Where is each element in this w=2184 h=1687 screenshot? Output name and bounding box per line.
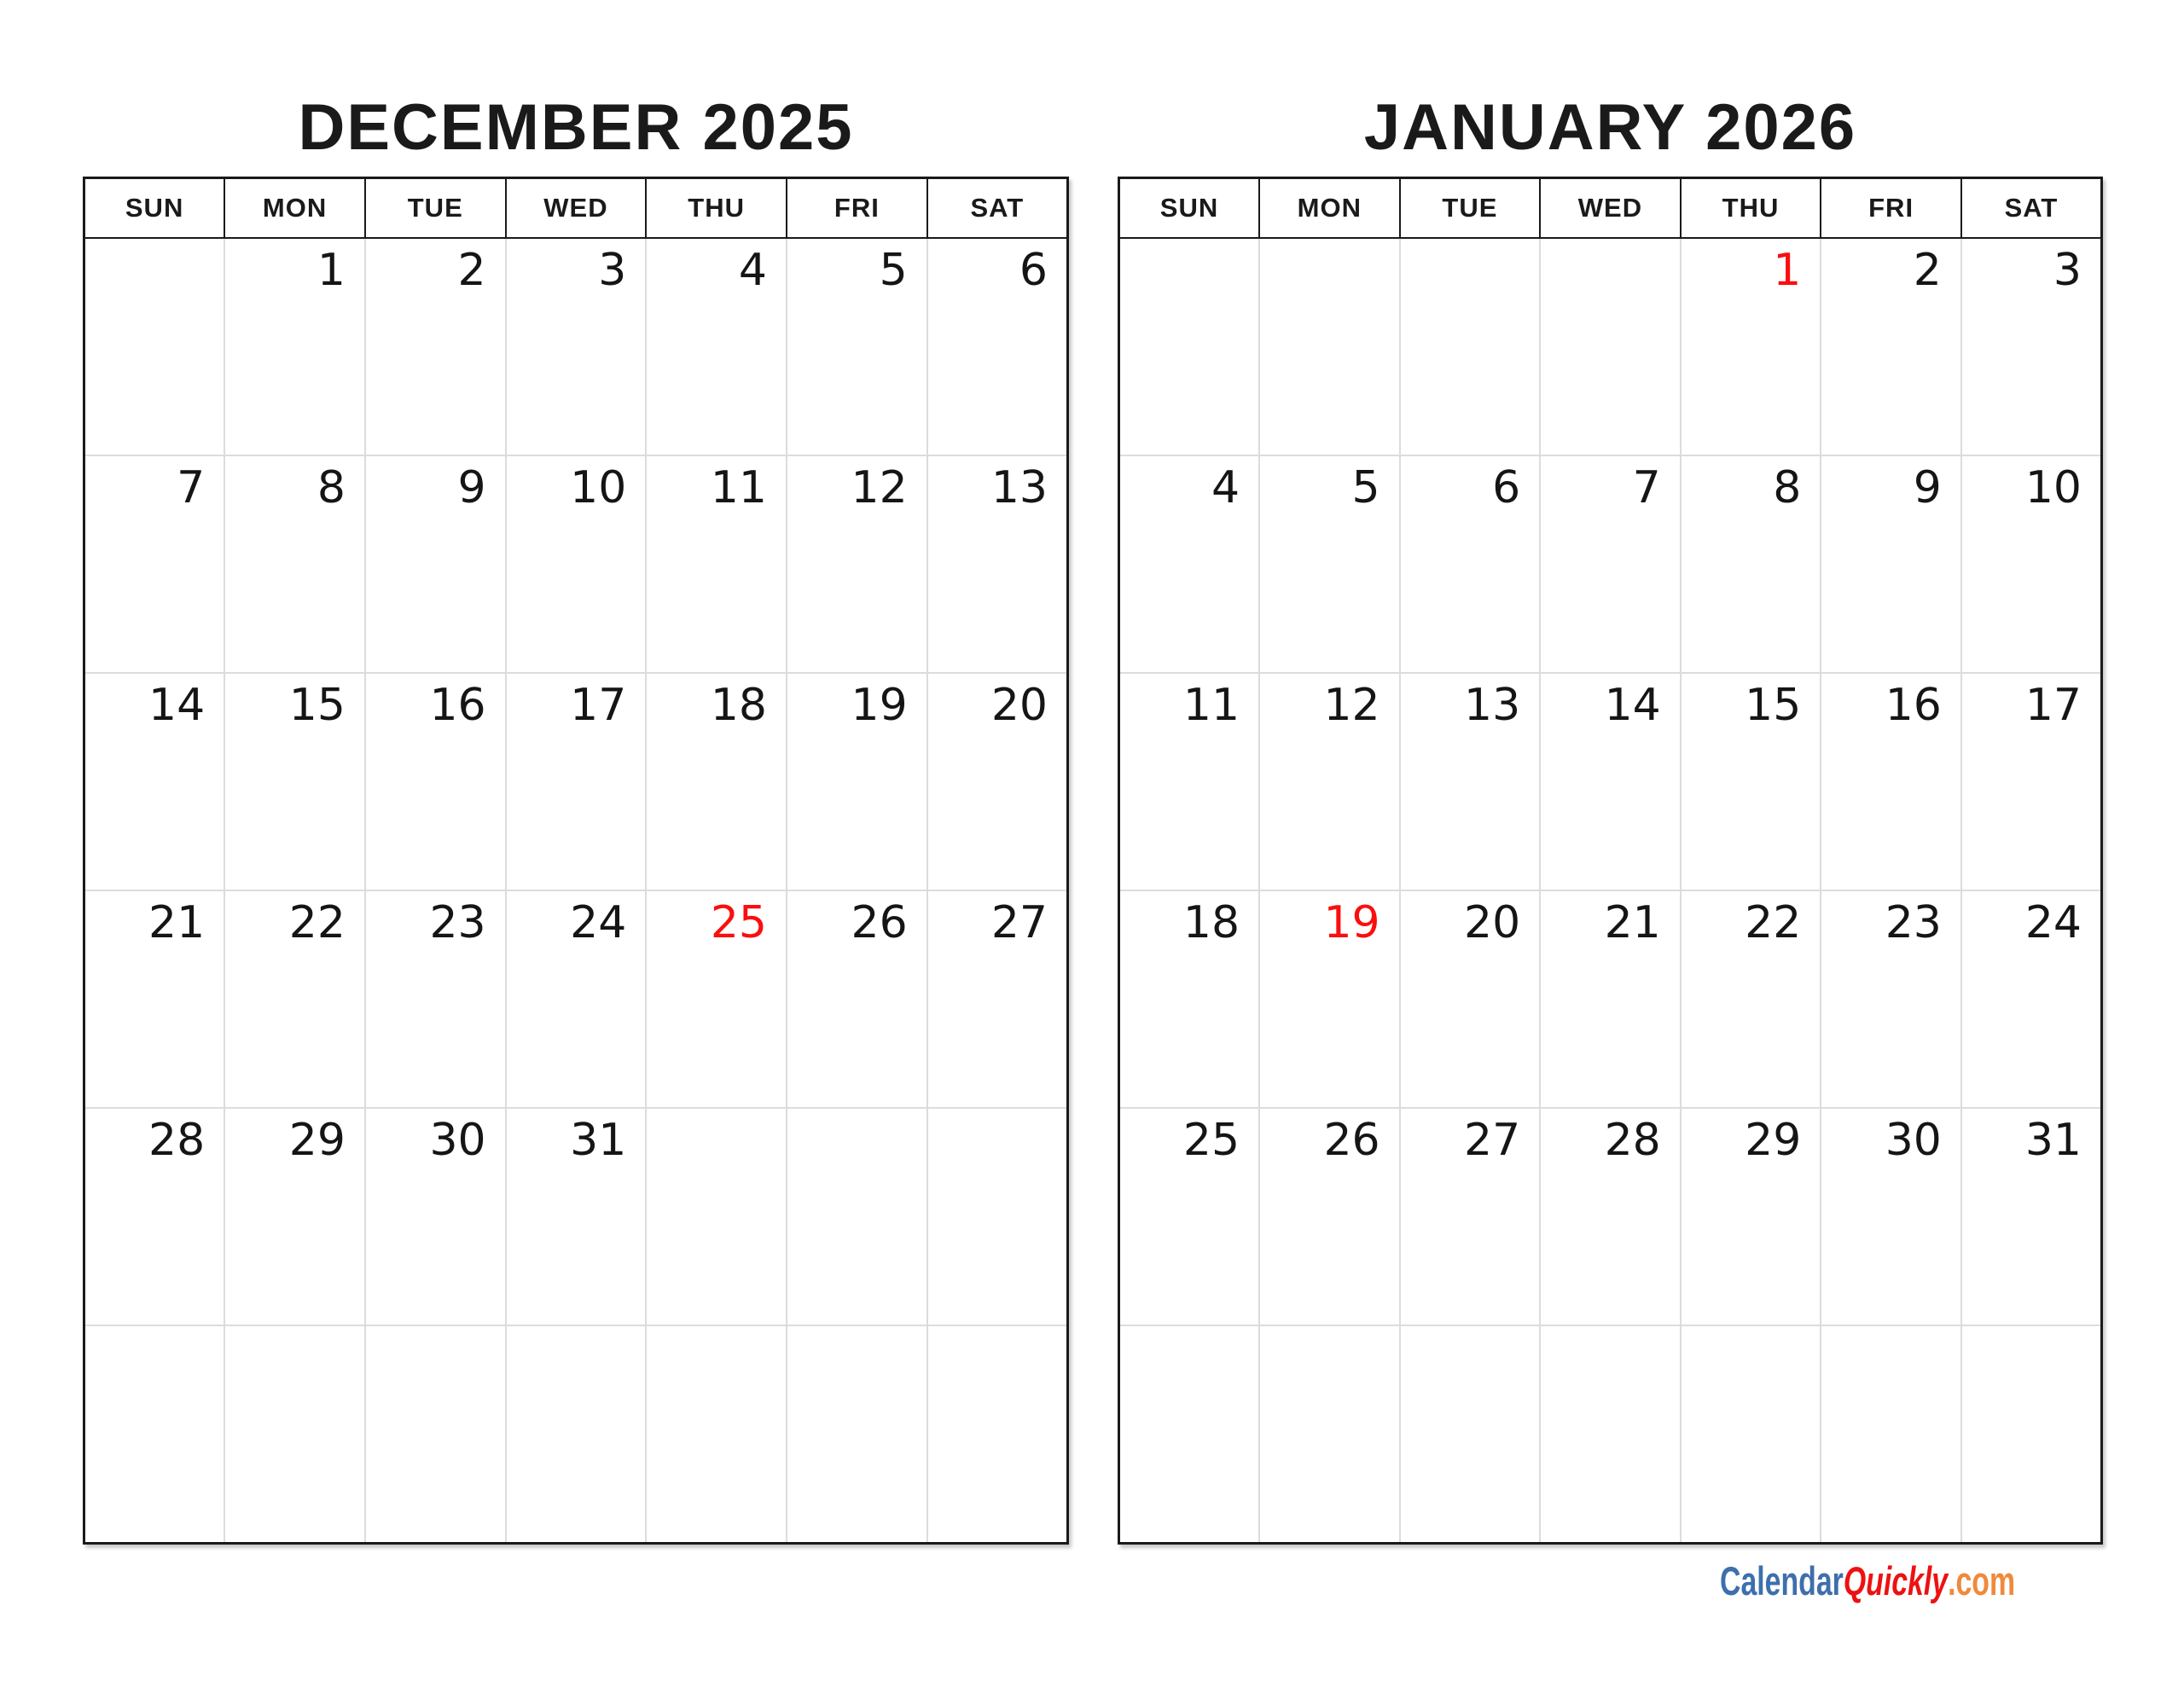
day-cell-january-2026-27	[1400, 1108, 1541, 1325]
day-number: 28	[1604, 1115, 1661, 1166]
day-number: 7	[177, 462, 206, 513]
day-cell-empty	[1961, 1325, 2102, 1544]
week-row	[1119, 455, 2102, 673]
day-cell-january-2026-16	[1821, 673, 1961, 890]
day-cell-empty	[84, 1325, 225, 1544]
day-cell-january-2026-1	[1681, 238, 1821, 455]
day-number: 10	[570, 462, 627, 513]
day-cell-empty	[1821, 1325, 1961, 1544]
day-cell-empty	[787, 1325, 927, 1544]
day-cell-december-2025-11	[646, 455, 787, 673]
day-number: 30	[1885, 1115, 1942, 1166]
day-cell-empty	[506, 1325, 647, 1544]
day-number: 5	[1351, 462, 1380, 513]
day-number-holiday: 1	[1773, 245, 1802, 296]
day-cell-december-2025-22	[224, 890, 365, 1108]
day-header-wed: WED	[506, 178, 647, 239]
day-cell-december-2025-19	[787, 673, 927, 890]
logo-part-calendar: Calendar	[1720, 1558, 1844, 1603]
day-number: 23	[429, 897, 486, 948]
day-cell-january-2026-24	[1961, 890, 2102, 1108]
day-number: 26	[1323, 1115, 1380, 1166]
day-number: 21	[1604, 897, 1661, 948]
day-number: 9	[1913, 462, 1942, 513]
day-header-fri: FRI	[787, 178, 927, 239]
day-number: 21	[148, 897, 206, 948]
day-header-tue: TUE	[1400, 178, 1541, 239]
day-number: 2	[1913, 245, 1942, 296]
day-cell-january-2026-14	[1540, 673, 1681, 890]
day-cell-december-2025-2	[365, 238, 506, 455]
day-cell-december-2025-25	[646, 890, 787, 1108]
day-number: 29	[288, 1115, 346, 1166]
day-number: 14	[1604, 680, 1661, 731]
day-number: 4	[738, 245, 768, 296]
day-cell-empty	[1259, 238, 1400, 455]
day-number: 22	[1745, 897, 1802, 948]
day-number: 10	[2024, 462, 2082, 513]
day-number: 24	[2024, 897, 2082, 948]
day-cell-december-2025-8	[224, 455, 365, 673]
day-cell-empty	[1119, 238, 1260, 455]
day-cell-january-2026-15	[1681, 673, 1821, 890]
day-number: 28	[148, 1115, 206, 1166]
day-cell-december-2025-30	[365, 1108, 506, 1325]
day-cell-empty	[224, 1325, 365, 1544]
day-number: 9	[457, 462, 486, 513]
day-cell-empty	[365, 1325, 506, 1544]
day-cell-december-2025-12	[787, 455, 927, 673]
day-cell-january-2026-10	[1961, 455, 2102, 673]
week-row	[1119, 673, 2102, 890]
day-header-sat: SAT	[1961, 178, 2102, 239]
day-number: 15	[288, 680, 346, 731]
day-number: 27	[990, 897, 1048, 948]
day-number: 13	[990, 462, 1048, 513]
day-cell-empty	[646, 1108, 787, 1325]
day-cell-december-2025-16	[365, 673, 506, 890]
day-number: 20	[990, 680, 1048, 731]
day-number: 5	[879, 245, 908, 296]
day-cell-december-2025-6	[927, 238, 1068, 455]
day-cell-december-2025-7	[84, 455, 225, 673]
day-number: 17	[2024, 680, 2082, 731]
day-cell-january-2026-19	[1259, 890, 1400, 1108]
day-header-sat: SAT	[927, 178, 1068, 239]
day-cell-january-2026-31	[1961, 1108, 2102, 1325]
day-cell-january-2026-6	[1400, 455, 1541, 673]
calendar-january	[1118, 91, 2103, 1545]
day-cell-january-2026-26	[1259, 1108, 1400, 1325]
day-number: 19	[851, 680, 908, 731]
day-cell-january-2026-25	[1119, 1108, 1260, 1325]
day-cell-december-2025-26	[787, 890, 927, 1108]
day-cell-january-2026-29	[1681, 1108, 1821, 1325]
day-cell-december-2025-15	[224, 673, 365, 890]
day-cell-empty	[927, 1108, 1068, 1325]
day-cell-december-2025-29	[224, 1108, 365, 1325]
day-cell-january-2026-20	[1400, 890, 1541, 1108]
day-cell-empty	[1400, 238, 1541, 455]
day-number: 17	[570, 680, 627, 731]
day-cell-january-2026-18	[1119, 890, 1260, 1108]
week-row	[84, 455, 1068, 673]
day-number: 16	[1885, 680, 1942, 731]
week-row	[1119, 1325, 2102, 1544]
week-row	[84, 1108, 1068, 1325]
day-cell-empty	[1540, 1325, 1681, 1544]
day-number: 12	[851, 462, 908, 513]
week-row	[1119, 238, 2102, 455]
day-header-tue: TUE	[365, 178, 506, 239]
day-number: 11	[710, 462, 768, 513]
footer	[1720, 1557, 2130, 1604]
day-number: 26	[851, 897, 908, 948]
day-number: 29	[1745, 1115, 1802, 1166]
day-cell-empty	[1400, 1325, 1541, 1544]
day-number: 30	[429, 1115, 486, 1166]
day-cell-empty	[1119, 1325, 1260, 1544]
day-number: 16	[429, 680, 486, 731]
day-cell-empty	[927, 1325, 1068, 1544]
calendar-grid-december	[83, 177, 1069, 1545]
day-cell-december-2025-24	[506, 890, 647, 1108]
day-number: 25	[1182, 1115, 1240, 1166]
day-cell-december-2025-1	[224, 238, 365, 455]
day-number: 2	[457, 245, 486, 296]
day-number: 11	[1182, 680, 1240, 731]
day-cell-december-2025-5	[787, 238, 927, 455]
day-number: 14	[148, 680, 206, 731]
calendar-title-january: JANUARY 2026	[1363, 91, 1857, 164]
day-cell-december-2025-10	[506, 455, 647, 673]
day-number: 31	[2024, 1115, 2082, 1166]
day-cell-december-2025-9	[365, 455, 506, 673]
day-number: 23	[1885, 897, 1942, 948]
day-cell-january-2026-8	[1681, 455, 1821, 673]
day-number-holiday: 19	[1323, 897, 1380, 948]
day-number: 22	[288, 897, 346, 948]
week-row	[84, 1325, 1068, 1544]
day-cell-december-2025-31	[506, 1108, 647, 1325]
day-cell-january-2026-5	[1259, 455, 1400, 673]
day-number: 7	[1632, 462, 1661, 513]
day-cell-december-2025-18	[646, 673, 787, 890]
day-header-wed: WED	[1540, 178, 1681, 239]
day-number-holiday: 25	[710, 897, 768, 948]
day-cell-empty	[1259, 1325, 1400, 1544]
day-cell-january-2026-11	[1119, 673, 1260, 890]
logo-part-com: .com	[1948, 1558, 2016, 1603]
day-header-thu: THU	[1681, 178, 1821, 239]
day-cell-january-2026-12	[1259, 673, 1400, 890]
day-number: 12	[1323, 680, 1380, 731]
day-number: 31	[570, 1115, 627, 1166]
day-cell-january-2026-28	[1540, 1108, 1681, 1325]
day-header-row	[84, 178, 1068, 239]
day-cell-january-2026-2	[1821, 238, 1961, 455]
day-cell-january-2026-30	[1821, 1108, 1961, 1325]
day-cell-december-2025-17	[506, 673, 647, 890]
day-cell-empty	[84, 238, 225, 455]
calendar-december	[83, 91, 1069, 1545]
week-row	[84, 238, 1068, 455]
day-cell-december-2025-3	[506, 238, 647, 455]
week-row	[1119, 1108, 2102, 1325]
day-number: 4	[1211, 462, 1240, 513]
day-cell-december-2025-14	[84, 673, 225, 890]
day-cell-january-2026-3	[1961, 238, 2102, 455]
day-number: 13	[1464, 680, 1521, 731]
day-number: 1	[317, 245, 346, 296]
day-cell-december-2025-4	[646, 238, 787, 455]
day-cell-january-2026-17	[1961, 673, 2102, 890]
day-number: 6	[1492, 462, 1521, 513]
day-cell-empty	[1540, 238, 1681, 455]
day-cell-january-2026-23	[1821, 890, 1961, 1108]
day-cell-january-2026-7	[1540, 455, 1681, 673]
day-header-thu: THU	[646, 178, 787, 239]
day-cell-january-2026-21	[1540, 890, 1681, 1108]
day-cell-december-2025-21	[84, 890, 225, 1108]
day-header-sun: SUN	[84, 178, 225, 239]
day-number: 3	[598, 245, 627, 296]
day-cell-december-2025-28	[84, 1108, 225, 1325]
day-cell-december-2025-13	[927, 455, 1068, 673]
day-number: 6	[1019, 245, 1048, 296]
calendar-grid-january	[1118, 177, 2103, 1545]
day-number: 18	[1182, 897, 1240, 948]
day-cell-january-2026-9	[1821, 455, 1961, 673]
day-number: 24	[570, 897, 627, 948]
day-cell-january-2026-13	[1400, 673, 1541, 890]
week-row	[84, 673, 1068, 890]
day-cell-december-2025-27	[927, 890, 1068, 1108]
day-header-fri: FRI	[1821, 178, 1961, 239]
logo-part-quickly: Quickly	[1843, 1558, 1949, 1603]
calendarquickly-logo[interactable]	[1720, 1557, 2015, 1604]
day-number: 8	[317, 462, 346, 513]
day-cell-empty	[787, 1108, 927, 1325]
day-cell-december-2025-23	[365, 890, 506, 1108]
day-cell-january-2026-4	[1119, 455, 1260, 673]
day-cell-empty	[1681, 1325, 1821, 1544]
day-cell-december-2025-20	[927, 673, 1068, 890]
day-number: 27	[1464, 1115, 1521, 1166]
week-row	[84, 890, 1068, 1108]
day-number: 18	[710, 680, 768, 731]
day-header-row	[1119, 178, 2102, 239]
day-header-sun: SUN	[1119, 178, 1260, 239]
day-cell-empty	[646, 1325, 787, 1544]
day-header-mon: MON	[224, 178, 365, 239]
day-number: 15	[1745, 680, 1802, 731]
day-number: 20	[1464, 897, 1521, 948]
day-number: 8	[1773, 462, 1802, 513]
week-row	[1119, 890, 2102, 1108]
calendar-title-december: DECEMBER 2025	[298, 91, 854, 164]
day-header-mon: MON	[1259, 178, 1400, 239]
day-cell-january-2026-22	[1681, 890, 1821, 1108]
day-number: 3	[2053, 245, 2082, 296]
